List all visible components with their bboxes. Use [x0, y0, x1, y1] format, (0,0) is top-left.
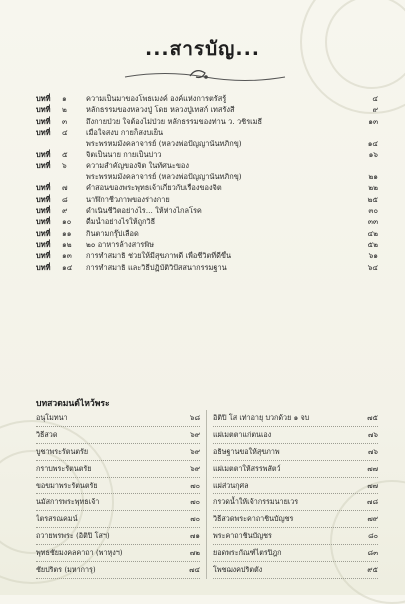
chapter-title: ความสำคัญของจิต ในทัศนะของ	[86, 161, 189, 171]
page-number: ๗๙	[367, 514, 378, 524]
prayers-list	[36, 410, 378, 579]
chapter-number: ๑๐	[62, 217, 72, 227]
prayer-row	[36, 461, 200, 478]
table-of-contents	[36, 94, 378, 273]
page-number: ๖๔	[367, 262, 378, 272]
chapter-number: ๑	[62, 94, 67, 103]
toc-row	[36, 251, 378, 261]
prayer-title: นมัสการพระพุทธเจ้า	[36, 497, 100, 507]
prayer-row	[213, 528, 378, 545]
page-number: ๘๐	[368, 531, 378, 541]
chapter-title: พระพรหมมังคลาจารย์ (หลวงพ่อปัญญานันทภิกขุ)	[86, 138, 242, 148]
page-number: ๒๑	[368, 171, 378, 181]
chapter-label: บทที่	[36, 240, 51, 250]
prayers-column-left	[36, 410, 207, 579]
page-number: ๗๗	[367, 463, 378, 473]
toc-row	[36, 183, 378, 193]
page-number: ๖๙	[190, 429, 200, 439]
prayer-row	[213, 562, 378, 579]
page-number: ๒๒	[368, 183, 378, 193]
prayer-row	[213, 511, 378, 528]
page-number: ๑๓	[368, 116, 378, 126]
chapter-title: ถึงกายป่วย ใจต้องไม่ป่วย หลักธรรมของท่าน ว. วชิรเมธี	[86, 116, 263, 126]
prayer-row	[36, 494, 200, 511]
page-number: ๗๘	[367, 497, 378, 507]
prayer-title: กราบพระรัตนตรัย	[36, 463, 92, 473]
chapter-number: ๘	[62, 194, 68, 204]
prayer-title: ไตรสรณคมน์	[36, 514, 78, 524]
chapter-title: นาฬิกาชีวภาพของร่างกาย	[86, 194, 170, 204]
page-number: ๙	[372, 105, 378, 115]
toc-row	[36, 172, 378, 182]
page-number: ๖๑	[368, 251, 378, 261]
prayer-row	[36, 528, 200, 545]
page-number: ๗๖	[368, 446, 378, 456]
chapter-label: บทที่	[36, 94, 51, 103]
toc-row	[36, 150, 378, 160]
prayer-title: อิติปิ โส เท่าอายุ บวกด้วย ๑ จบ	[213, 413, 310, 422]
chapter-label: บทที่	[36, 262, 51, 272]
page-number: ๙๕	[367, 565, 378, 575]
chapter-label: บทที่	[36, 183, 51, 193]
chapter-title: คำสอนของพระพุทธเจ้าเกี่ยวกับเรื่องของจิต	[86, 183, 222, 193]
chapter-number: ๑๔	[62, 262, 73, 272]
chapter-number: ๑๓	[62, 251, 72, 261]
chapter-label: บทที่	[36, 251, 51, 261]
page-number: ๘๓	[367, 548, 378, 558]
page-number: ๗๐	[190, 497, 200, 507]
page-number: ๗๑	[190, 531, 200, 541]
prayer-title: แผ่เมตตาให้สรรพสัตว์	[213, 463, 281, 473]
page-number: ๗๔	[189, 565, 200, 575]
page-number: ๑๔	[367, 138, 378, 148]
prayer-row	[36, 478, 200, 495]
chapter-number: ๔	[62, 128, 68, 138]
chapter-label: บทที่	[36, 217, 51, 227]
prayers-column-right	[207, 410, 378, 579]
chapter-title: หลักธรรมของหลวงปู่ โดย หลวงปู่เทสก์ เทสรังสี	[86, 105, 235, 115]
page-number: ๔	[372, 94, 378, 103]
prayer-title: พระคาถาชินบัญชร	[213, 531, 272, 541]
chapter-label: บทที่	[36, 194, 51, 204]
chapter-title: กินตามกรุ๊ปเลือด	[86, 228, 139, 238]
chapter-label: บทที่	[36, 161, 51, 171]
chapter-title: พระพรหมมังคลาจารย์ (หลวงพ่อปัญญานันทภิกขุ)	[86, 171, 242, 181]
chapter-number: ๓	[62, 116, 68, 126]
prayer-row	[36, 562, 200, 579]
chapter-title: จิตเป็นนาย กายเป็นบ่าว	[86, 149, 162, 159]
prayer-title: วิธีสวดพระคาถาชินบัญชร	[213, 514, 294, 524]
toc-row	[36, 206, 378, 216]
chapter-number: ๑๑	[62, 228, 72, 238]
toc-row	[36, 217, 378, 227]
chapter-number: ๙	[62, 205, 68, 215]
chapter-number: ๖	[62, 161, 67, 171]
prayer-title: กรวดน้ำให้เจ้ากรรมนายเวร	[213, 497, 299, 507]
toc-row	[36, 263, 378, 273]
prayer-title: ชัยปริตร (มหาการุ)	[36, 565, 96, 575]
prayer-title: ขอขมาพระรัตนตรัย	[36, 480, 98, 490]
page-number: ๓๐	[368, 205, 378, 215]
chapter-title: การทำสมาธิ ช่วยให้มีสุขภาพดี เพื่อชีวิตที่ดีขึ้น	[86, 251, 232, 261]
chapter-number: ๒	[62, 105, 67, 115]
toc-row	[36, 128, 378, 138]
toc-row	[36, 240, 378, 250]
toc-row	[36, 229, 378, 239]
page-number: ๗๐	[190, 514, 200, 524]
prayer-row	[213, 461, 378, 478]
chapter-title: ๒๐ อาหารล้างสารพิษ	[86, 240, 154, 250]
page-number: ๕๒	[367, 240, 378, 250]
prayer-title: โพชฌงคปริตตัง	[213, 565, 263, 575]
toc-row	[36, 117, 378, 127]
prayer-title: ถวายพรพระ (อิติปิ โสฯ)	[36, 531, 110, 541]
prayer-row	[213, 444, 378, 461]
page-title: ...สารบัญ...	[144, 38, 261, 60]
prayer-row	[36, 427, 200, 444]
prayer-row	[213, 478, 378, 495]
page-number: ๗๒	[189, 548, 200, 558]
prayer-title: พุทธชัยมงคลคาถา (พาหุงฯ)	[36, 548, 123, 558]
chapter-label: บทที่	[36, 228, 51, 238]
chapter-label: บทที่	[36, 205, 51, 215]
chapter-label: บทที่	[36, 149, 51, 159]
page-number: ๓๓	[367, 217, 378, 227]
page-number: ๗๗	[367, 480, 378, 490]
chapter-title: ดื่มน้ำอย่างไรให้ถูกวิธี	[86, 217, 156, 227]
prayer-title: อธิษฐานขอให้สุขภาพ	[213, 446, 280, 456]
chapter-label: บทที่	[36, 116, 51, 126]
toc-row	[36, 94, 378, 104]
prayer-row	[36, 511, 200, 528]
prayer-row	[213, 545, 378, 562]
page-number: ๗๐	[190, 480, 200, 490]
chapter-label: บทที่	[36, 105, 51, 115]
toc-row	[36, 139, 378, 149]
chapter-title: การทำสมาธิ และวิธีปฏิบัติวิปัสสนากรรมฐาน	[86, 262, 227, 272]
chapter-number: ๕	[62, 149, 68, 159]
chapter-number: ๗	[62, 183, 68, 193]
prayer-row	[213, 494, 378, 511]
toc-row	[36, 105, 378, 115]
page-number: ๗๖	[368, 429, 378, 439]
prayer-title: แผ่เมตตาแก่ตนเอง	[213, 429, 272, 439]
prayer-row	[213, 410, 378, 427]
prayer-row	[36, 444, 200, 461]
prayer-title: อนุโมทนา	[36, 413, 68, 422]
chapter-number: ๑๒	[62, 240, 72, 250]
prayer-title: ยอดพระกัณฑ์ไตรปิฎก	[213, 548, 282, 558]
prayer-title: บูชาพระรัตนตรัย	[36, 446, 89, 456]
page-number: ๖๙	[190, 446, 200, 456]
prayer-row	[36, 545, 200, 562]
prayer-row	[213, 427, 378, 444]
page-number: ๖๘	[189, 413, 200, 422]
chapter-title: ความเป็นมาของโพธเมงค์ องค์แห่งการตรัสรู้	[86, 94, 227, 103]
page-number	[348, 128, 378, 138]
page-number: ๔๒	[367, 228, 378, 238]
chapter-title: ดำเนินชีวิตอย่างไร... ให้ห่างไกลโรค	[86, 205, 202, 215]
chapter-title: เมื่อใจสงบ กายก็สงบเย็น	[86, 128, 164, 138]
page-number: ๑๖	[368, 149, 378, 159]
title-ornament	[120, 66, 290, 84]
toc-row	[36, 161, 378, 171]
toc-row	[36, 195, 378, 205]
page-number	[348, 161, 378, 171]
prayer-title: แผ่ส่วนกุศล	[213, 480, 249, 490]
page-number: ๒๕	[367, 194, 378, 204]
prayer-row	[36, 410, 200, 427]
chapter-label: บทที่	[36, 128, 51, 138]
prayer-title: วิธีสวด	[36, 429, 58, 439]
page-number: ๗๕	[367, 413, 378, 422]
section-title: บทสวดมนต์ไหว้พระ	[36, 399, 110, 409]
page-number: ๖๙	[190, 463, 200, 473]
